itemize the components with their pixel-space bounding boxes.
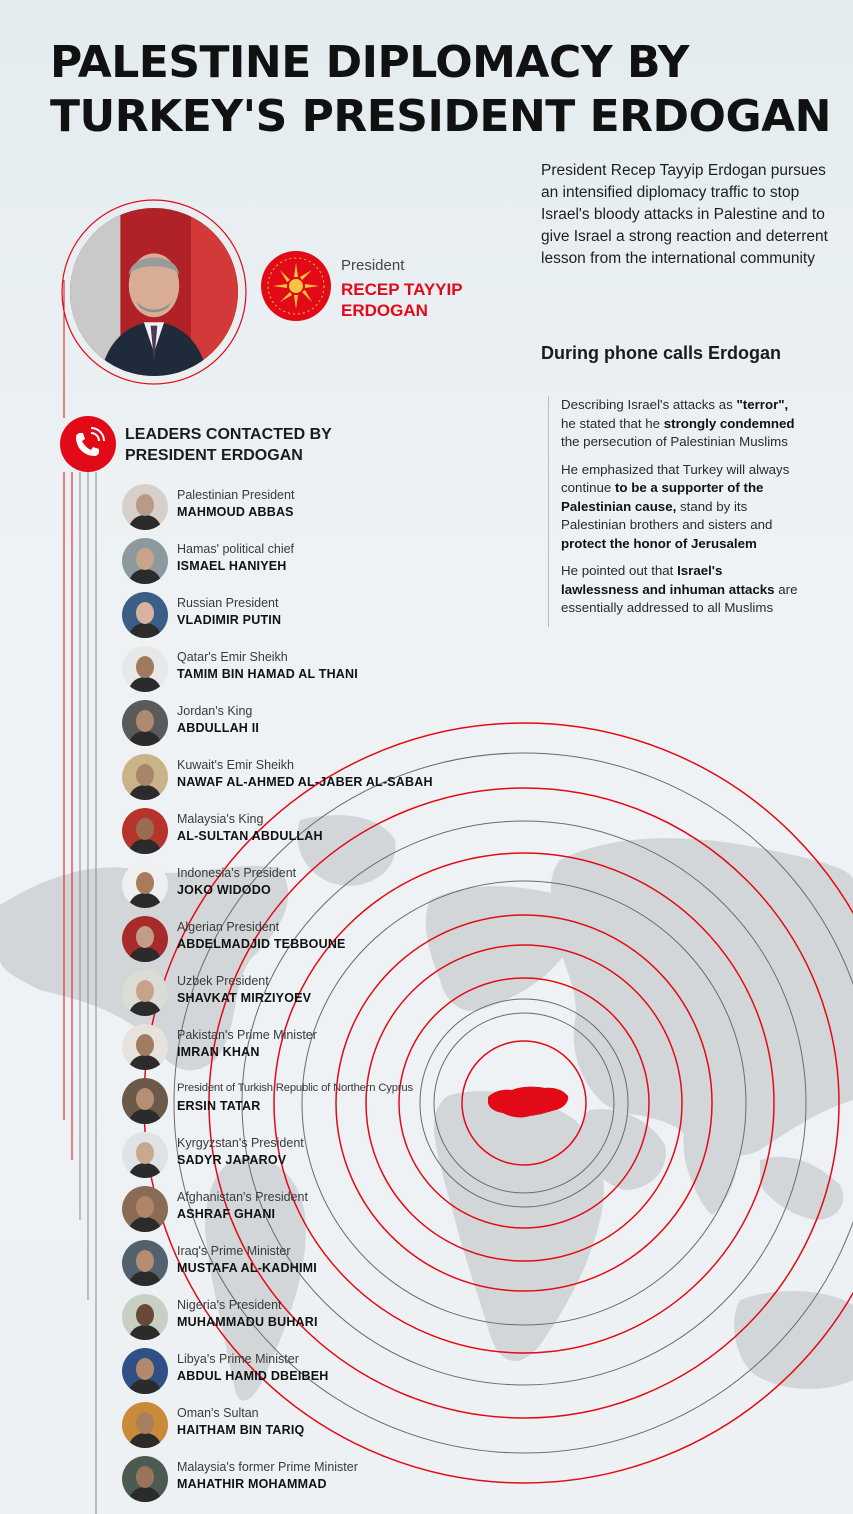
leader-avatar [122,1294,168,1340]
leader-name: VLADIMIR PUTIN [177,613,282,627]
leader-name: MUHAMMADU BUHARI [177,1315,318,1329]
leader-avatar [122,1240,168,1286]
leader-name: ASHRAF GHANI [177,1207,276,1221]
leader-name: ERSIN TATAR [177,1099,261,1113]
leader-role: Qatar's Emir Sheikh [177,650,288,664]
phone-calls-notes [548,396,801,627]
list-item [122,1186,462,1240]
list-item [122,1078,462,1132]
list-item [122,916,462,970]
president-name: RECEP TAYYIP ERDOGAN [341,280,463,320]
leader-avatar [122,700,168,746]
leader-name: HAITHAM BIN TARIQ [177,1423,305,1437]
leader-avatar [122,1078,168,1124]
presidential-seal-icon [260,250,332,322]
leader-role: Hamas' political chief [177,542,295,556]
leader-name: NAWAF AL-AHMED AL-JABER AL-SABAH [177,775,433,789]
leader-avatar [122,1348,168,1394]
leader-name: JOKO WIDODO [177,883,271,897]
leader-name: TAMIM BIN HAMAD AL THANI [177,667,358,681]
page-title: PALESTINE DIPLOMACY BY TURKEY'S PRESIDENT ERDOGAN [50,37,831,142]
erdogan-portrait [70,208,238,376]
note-support: He emphasized that Turkey will always continue to be a supporter of the Palestinian cause, stand by its Palestinian brothers and sisters and protect the honor of Jerusalem [561,461,790,551]
leader-role: Malaysia's King [177,812,264,826]
president-role: President [341,257,405,274]
australia [734,1291,853,1389]
leader-name: ISMAEL HANIYEH [177,559,287,573]
phone-icon [60,416,116,472]
leader-name: MAHATHIR MOHAMMAD [177,1477,327,1491]
leader-role: Uzbek President [177,974,269,988]
leader-avatar [122,592,168,638]
leader-avatar [122,808,168,854]
list-item [122,808,462,862]
list-item [122,1402,462,1456]
leader-avatar [122,970,168,1016]
leader-avatar [122,862,168,908]
leader-avatar [122,1456,168,1502]
list-item [122,1348,462,1402]
leader-avatar [122,1186,168,1232]
list-item [122,754,462,808]
leader-role: Russian President [177,596,279,610]
leader-name: ABDELMADJID TEBBOUNE [177,937,346,951]
list-item [122,1240,462,1294]
leader-avatar [122,1024,168,1070]
note-lawlessness: He pointed out that Israel's lawlessness and inhuman attacks are essentially addressed to all Muslims [561,563,798,615]
asia [551,838,853,1156]
leader-role: Libya's Prime Minister [177,1352,299,1366]
list-item [122,646,462,700]
leader-role: Kuwait's Emir Sheikh [177,758,295,772]
list-item [122,700,462,754]
phone-calls-heading: During phone calls Erdogan [541,343,782,363]
leader-avatar [122,646,168,692]
leader-avatar [122,916,168,962]
leader-role: Palestinian President [177,488,295,502]
leader-name: MAHMOUD ABBAS [177,505,294,519]
note-terror: Describing Israel's attacks as "terror", he stated that he strongly condemned the persecution of Palestinian Muslims [561,397,795,449]
leader-name: MUSTAFA AL-KADHIMI [177,1261,317,1275]
list-item [122,862,462,916]
leader-name: SADYR JAPAROV [177,1153,287,1167]
list-item [122,538,462,592]
list-item [122,1024,462,1078]
leader-avatar [122,484,168,530]
leader-avatar [122,538,168,584]
leader-name: ABDUL HAMID DBEIBEH [177,1369,329,1383]
leaders-heading: LEADERS CONTACTED BY PRESIDENT ERDOGAN [125,426,332,464]
list-item [122,1456,462,1510]
leaders-list [122,484,462,1510]
intro-text: President Recep Tayyip Erdogan pursues an intensified diplomacy traffic to stop Israel's bloody attacks in Palestine and to give Israel a strong reaction and deterrent lesson from the international community [541,162,828,267]
leader-role: Malaysia's former Prime Minister [177,1460,358,1474]
leader-avatar [122,754,168,800]
leader-avatar [122,1132,168,1178]
leader-role: Oman's Sultan [177,1406,259,1420]
leader-name: ABDULLAH II [177,721,260,735]
list-item [122,484,462,538]
leader-role: Pakistan's Prime Minister [177,1028,317,1042]
leader-name: IMRAN KHAN [177,1045,260,1059]
leader-role: Nigeria's President [177,1298,282,1312]
leader-role: Indonesia's President [177,866,297,880]
list-item [122,1132,462,1186]
leader-role: President of Turkish Republic of Northern Cyprus [177,1082,413,1094]
leader-role: Afghanistan's President [177,1190,308,1204]
leader-role: Iraq's Prime Minister [177,1244,291,1258]
leader-avatar [122,1402,168,1448]
list-item [122,592,462,646]
leader-role: Jordan's King [177,704,253,718]
leader-role: Kyrgyzstan's President [177,1136,304,1150]
leader-name: SHAVKAT MIRZIYOEV [177,991,312,1005]
leader-name: AL-SULTAN ABDULLAH [177,829,323,843]
list-item [122,1294,462,1348]
southeast-asia [760,1157,843,1220]
list-item [122,970,462,1024]
leader-role: Algerian President [177,920,280,934]
